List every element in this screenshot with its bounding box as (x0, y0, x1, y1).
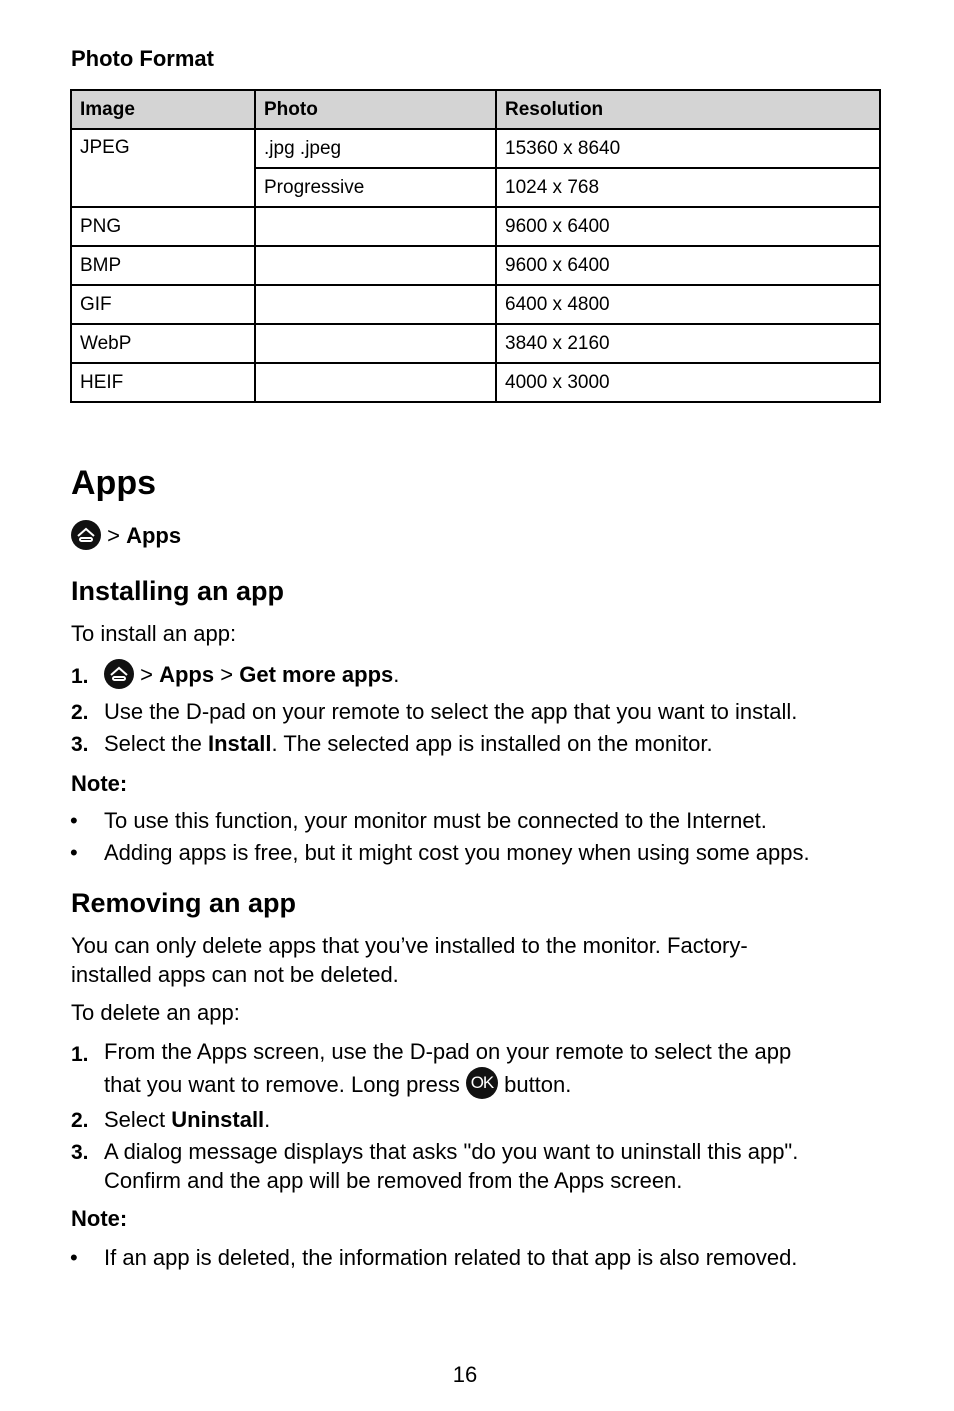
cell-resolution: 9600 x 6400 (496, 207, 880, 246)
step-separator: > (140, 661, 153, 687)
cell-photo (255, 207, 496, 246)
step-period: . (393, 661, 400, 687)
bullet-mark: • (70, 808, 78, 833)
header-photo: Photo (255, 90, 496, 129)
install-step-1 (104, 661, 399, 691)
step-install: Install (207, 731, 272, 756)
home-icon (71, 520, 101, 550)
cell-image: WebP (71, 324, 255, 363)
table-row (71, 285, 880, 324)
step-uninstall: Uninstall (171, 1107, 265, 1132)
step-text: button. (497, 1071, 572, 1097)
photo-format-table (70, 89, 881, 403)
cell-image: HEIF (71, 363, 255, 402)
ok-button-icon: OK (466, 1067, 498, 1099)
table-row (71, 363, 880, 402)
cell-image: GIF (71, 285, 255, 324)
remove-step-number: 1. (71, 1043, 89, 1066)
removing-intro-line1: You can only delete apps that you’ve installed to the monitor. Factory- (71, 933, 748, 958)
cell-image: BMP (71, 246, 255, 285)
removing-intro-line2: installed apps can not be deleted. (71, 962, 399, 987)
remove-step-2 (104, 1107, 270, 1133)
installing-note-label: Note: (71, 771, 128, 796)
home-icon (104, 659, 134, 689)
bullet-mark: • (70, 1245, 78, 1270)
header-resolution: Resolution (496, 90, 880, 129)
cell-resolution: 9600 x 6400 (496, 246, 880, 285)
cell-resolution: 3840 x 2160 (496, 324, 880, 363)
step-get-more-apps: Get more apps (239, 661, 394, 687)
cell-resolution: 4000 x 3000 (496, 363, 880, 402)
install-step-number: 2. (71, 701, 89, 724)
installing-note-1: To use this function, your monitor must be connected to the Internet. (104, 808, 767, 833)
cell-photo: .jpg .jpeg (255, 129, 496, 168)
removing-intro2: To delete an app: (71, 1000, 240, 1025)
installing-heading: Installing an app (71, 576, 285, 606)
breadcrumb-apps: Apps (126, 522, 182, 548)
step-text: that you want to remove. Long press (104, 1071, 466, 1097)
cell-photo (255, 363, 496, 402)
cell-photo (255, 246, 496, 285)
removing-note-label: Note: (71, 1206, 128, 1231)
cell-photo (255, 324, 496, 363)
table-row (71, 129, 880, 168)
cell-resolution: 6400 x 4800 (496, 285, 880, 324)
bullet-mark: • (70, 840, 78, 865)
removing-note-1: If an app is deleted, the information related to that app is also removed. (104, 1245, 798, 1270)
installing-note-2: Adding apps is free, but it might cost you money when using some apps. (104, 840, 810, 865)
step-text: . The selected app is installed on the monitor. (271, 731, 713, 756)
apps-breadcrumb (71, 522, 181, 552)
remove-step-number: 2. (71, 1109, 89, 1132)
remove-step-3-line2: Confirm and the app will be removed from the Apps screen. (104, 1168, 683, 1193)
step-text: Select the (104, 731, 208, 756)
photo-format-title: Photo Format (71, 46, 214, 71)
table-row (71, 246, 880, 285)
table-row (71, 324, 880, 363)
cell-resolution: 1024 x 768 (496, 168, 880, 207)
cell-image: JPEG (71, 129, 255, 207)
step-text: . (264, 1107, 271, 1132)
install-step-number: 3. (71, 733, 89, 756)
cell-photo: Progressive (255, 168, 496, 207)
table-row (71, 207, 880, 246)
apps-heading: Apps (71, 464, 156, 502)
remove-step-1-line2 (104, 1070, 571, 1102)
cell-photo (255, 285, 496, 324)
remove-step-number: 3. (71, 1141, 89, 1164)
cell-resolution: 15360 x 8640 (496, 129, 880, 168)
removing-heading: Removing an app (71, 888, 297, 918)
installing-intro: To install an app: (71, 621, 237, 646)
header-image: Image (71, 90, 255, 129)
install-step-3 (104, 731, 713, 757)
page-number: 16 (452, 1362, 478, 1387)
install-step-2: Use the D-pad on your remote to select the app that you want to install. (104, 699, 798, 724)
table-header-row (71, 90, 880, 129)
step-text: Select (104, 1107, 172, 1132)
install-step-number: 1. (71, 665, 89, 688)
remove-step-3-line1: A dialog message displays that asks "do you want to uninstall this app". (104, 1139, 799, 1164)
breadcrumb-separator: > (107, 522, 120, 548)
cell-image: PNG (71, 207, 255, 246)
remove-step-1-line1: From the Apps screen, use the D-pad on your remote to select the app (104, 1039, 792, 1064)
step-separator: > (220, 661, 234, 687)
step-apps: Apps (159, 661, 215, 687)
